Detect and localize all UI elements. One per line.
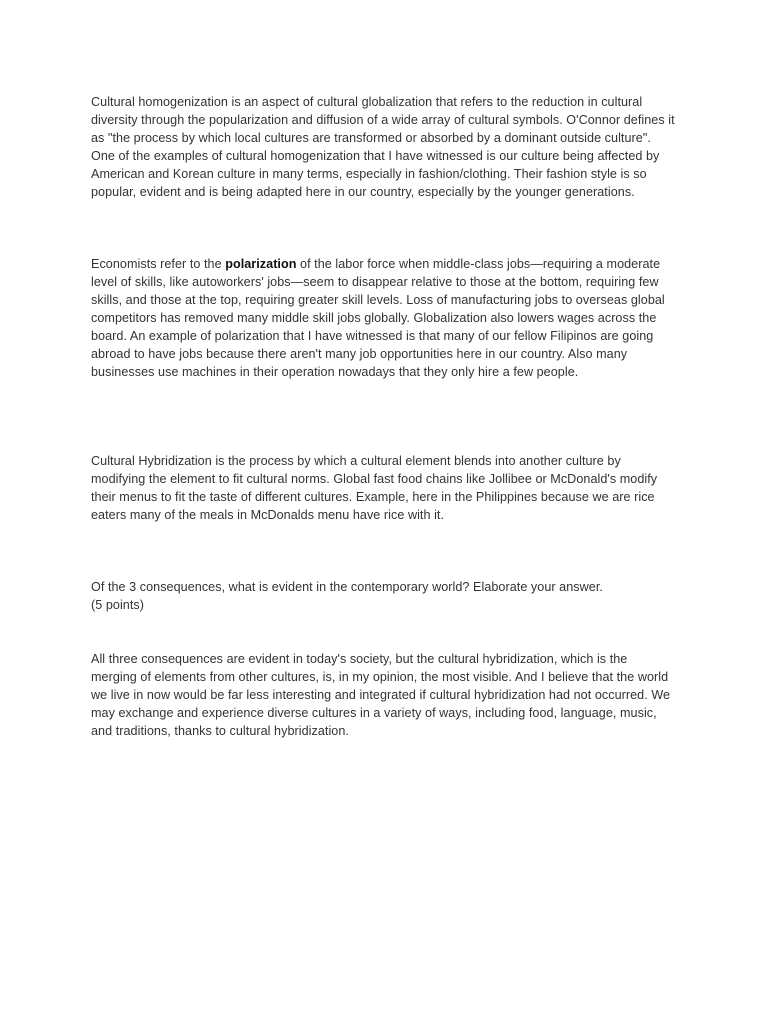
paragraph-cultural-homogenization: Cultural homogenization is an aspect of cultural globalization that refers to the reduction in cultural diversity through the popularization and diffusion of a wide array of cultural symbols. O'Connor defines it as "the process by which local cultures are transformed or absorbed by a dominant outside culture". One of the examples of cultural homogenization that I have witnessed is our culture being affected by American and Korean culture in many terms, especially in fashion/clothing. Their fashion style is so popular, evident and is being adapted here in our country, especially by the younger generations. bbox=[91, 95, 675, 199]
polarization-term: polarization bbox=[225, 257, 297, 271]
paragraph-polarization-body: of the labor force when middle-class jobs—requiring a moderate level of skills, like autoworkers' jobs—seem to disappear relative to those at the bottom, requiring few skills, and those at the top, requiring greater skill levels. Loss of manufacturing jobs to overseas global competitors has removed many middle skill jobs globally. Globalization also lowers wages across the board. An example of polarization that I have witnessed is that many of our fellow Filipinos are going abroad to have jobs because there aren't many job opportunities here in our country. Also many businesses use machines in their operation nowadays that they only hire a few people. bbox=[91, 257, 665, 379]
question-block bbox=[91, 578, 676, 614]
paragraph-cultural-hybridization: Cultural Hybridization is the process by which a cultural element blends into another culture by modifying the element to fit cultural norms. Global fast food chains like Jollibee or McDonald's modify their menus to fit the taste of different cultures. Example, here in the Philippines because we are rice eaters many of the meals in McDonalds menu have rice with it. bbox=[91, 454, 658, 522]
paragraph-polarization-intro: Economists refer to the bbox=[91, 257, 226, 271]
paragraph-answer: All three consequences are evident in today's society, but the cultural hybridization, which is the merging of elements from other cultures, is, in my opinion, the most visible. And I believe that the world we live in now would be far less interesting and integrated if cultural hybridization had not occurred. We may exchange and experience diverse cultures in a variety of ways, including food, language, music, and traditions, thanks to cultural hybridization. bbox=[91, 652, 671, 738]
question-text: Of the 3 consequences, what is evident in the contemporary world? Elaborate your answer. bbox=[91, 580, 603, 594]
question-points: (5 points) bbox=[91, 598, 144, 612]
paragraph-polarization bbox=[91, 255, 676, 381]
